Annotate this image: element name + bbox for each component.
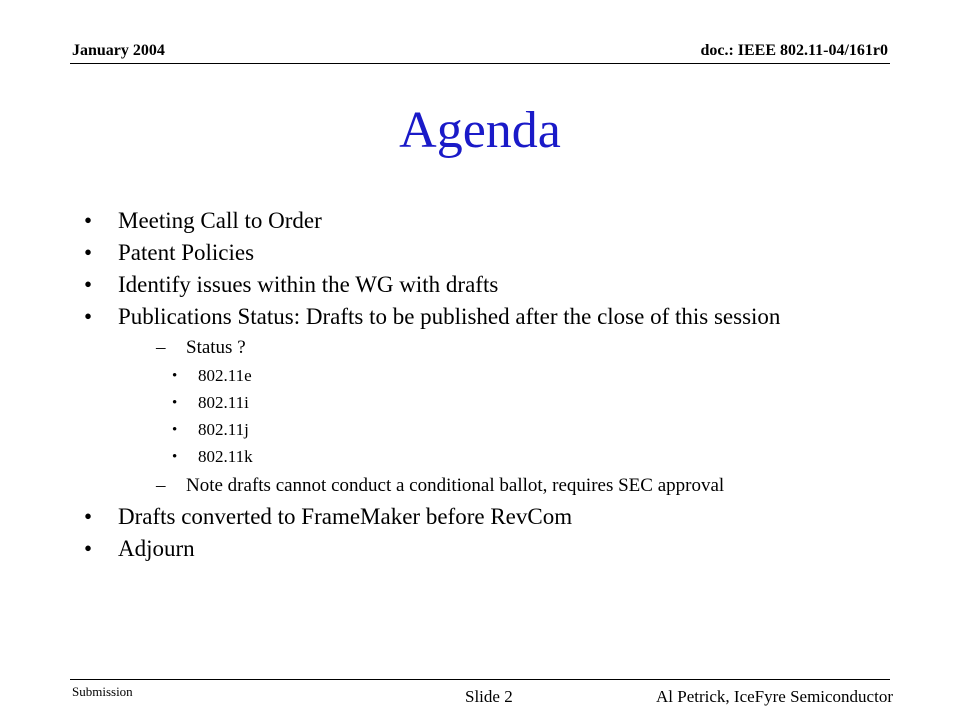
agenda-item-text: Identify issues within the WG with drafts: [118, 272, 499, 297]
bullet-icon: •: [84, 536, 93, 561]
agenda-item: [84, 536, 844, 561]
sub-item-note: [84, 475, 844, 497]
agenda-item: [84, 304, 844, 329]
agenda-item: [84, 504, 844, 529]
bullet-icon: •: [172, 422, 178, 438]
draft-item: [84, 447, 844, 467]
agenda-item-text: Meeting Call to Order: [118, 208, 322, 233]
bullet-icon: •: [84, 240, 93, 265]
draft-name: 802.11k: [198, 447, 253, 466]
footer-slide-number: Slide 2: [465, 687, 513, 706]
sub-item-text: Status ?: [186, 337, 246, 358]
bullet-icon: •: [84, 272, 93, 297]
header-doc-id: doc.: IEEE 802.11-04/161r0: [700, 42, 888, 59]
agenda-item-text: Patent Policies: [118, 240, 255, 265]
agenda-item-text: Publications Status: Drafts to be published after the close of this session: [118, 304, 781, 329]
bullet-icon: •: [84, 504, 93, 529]
sub-item-status: [84, 337, 844, 359]
header-date: January 2004: [72, 42, 165, 59]
agenda-item-text: Adjourn: [118, 536, 195, 561]
agenda-list: [84, 208, 844, 568]
draft-name: 802.11i: [198, 393, 249, 412]
sub-item-text: Note drafts cannot conduct a conditional ballot, requires SEC approval: [186, 475, 725, 496]
agenda-item: [84, 208, 844, 233]
draft-item: [84, 393, 844, 413]
draft-name: 802.11e: [198, 366, 252, 385]
footer-submission: Submission: [72, 684, 133, 699]
bullet-icon: •: [172, 368, 178, 384]
draft-item: [84, 366, 844, 386]
dash-bullet-icon: –: [156, 475, 166, 496]
draft-item: [84, 420, 844, 440]
dash-bullet-icon: –: [156, 337, 166, 358]
footer-divider: [70, 679, 890, 680]
bullet-icon: •: [84, 208, 93, 233]
bullet-icon: •: [84, 304, 93, 329]
footer-author: Al Petrick, IceFyre Semiconductor: [656, 687, 893, 706]
draft-name: 802.11j: [198, 420, 249, 439]
agenda-item: [84, 272, 844, 297]
agenda-item: [84, 240, 844, 265]
slide-title: Agenda: [399, 102, 561, 159]
agenda-item-text: Drafts converted to FrameMaker before RevCom: [118, 504, 573, 529]
bullet-icon: •: [172, 449, 178, 465]
header-divider: [70, 63, 890, 64]
bullet-icon: •: [172, 395, 178, 411]
